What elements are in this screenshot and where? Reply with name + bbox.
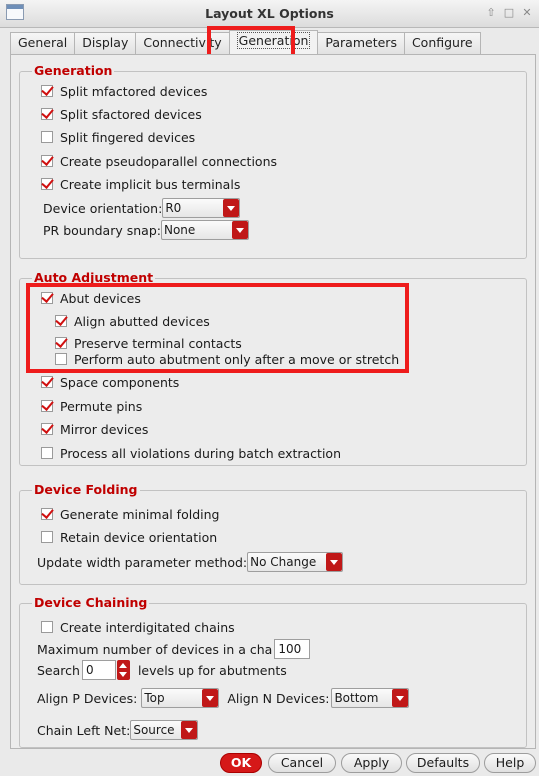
options-panel xyxy=(10,54,536,749)
orientation-value: R0 xyxy=(165,201,182,215)
generate-minimal-row[interactable] xyxy=(41,505,219,523)
process-violations-row[interactable] xyxy=(41,444,341,462)
max-devices-row xyxy=(37,638,310,660)
search-levels-spinbox[interactable] xyxy=(82,660,130,680)
split-mfactored-checkbox[interactable] xyxy=(41,85,53,97)
interdigitated-row[interactable] xyxy=(41,618,235,636)
split-mfactored-row[interactable] xyxy=(41,82,207,100)
generation-group-title: Generation xyxy=(34,63,113,78)
auto-adjustment-group-title: Auto Adjustment xyxy=(34,270,154,285)
auto-abutment-only-label: Perform auto abutment only after a move or stretch xyxy=(74,351,400,367)
preserve-contacts-label: Preserve terminal contacts xyxy=(74,335,242,351)
align-p-label: Align P Devices: xyxy=(37,690,138,706)
pr-snap-label: PR boundary snap: xyxy=(43,222,161,238)
align-abutted-label: Align abutted devices xyxy=(74,313,210,329)
chain-left-row xyxy=(37,719,198,741)
tab-display[interactable]: Display xyxy=(74,32,136,54)
pseudoparallel-row[interactable] xyxy=(41,152,277,170)
search-levels-input[interactable]: 0 xyxy=(82,660,116,680)
space-components-label: Space components xyxy=(60,374,180,390)
chain-left-combo[interactable] xyxy=(130,720,198,740)
device-folding-group-title: Device Folding xyxy=(34,482,138,497)
tab-generation-label: Generation xyxy=(238,33,309,48)
mirror-devices-checkbox[interactable] xyxy=(41,423,53,435)
orientation-label: Device orientation: xyxy=(43,200,163,216)
split-sfactored-label: Split sfactored devices xyxy=(60,106,202,122)
update-width-value: No Change xyxy=(250,555,317,569)
split-mfactored-label: Split mfactored devices xyxy=(60,83,208,99)
retain-orientation-row[interactable] xyxy=(41,528,217,546)
generate-minimal-label: Generate minimal folding xyxy=(60,506,220,522)
dialog-button-bar xyxy=(0,753,539,775)
search-row xyxy=(37,659,287,681)
tab-parameters[interactable]: Parameters xyxy=(317,32,405,54)
space-components-checkbox[interactable] xyxy=(41,376,53,388)
chain-left-value: Source xyxy=(133,723,175,737)
orientation-row xyxy=(43,197,240,219)
split-sfactored-checkbox[interactable] xyxy=(41,108,53,120)
help-button[interactable]: Help xyxy=(484,753,536,773)
retain-orientation-checkbox[interactable] xyxy=(41,531,53,543)
align-p-combo[interactable] xyxy=(141,688,219,708)
spin-arrows-icon[interactable] xyxy=(117,660,130,680)
abut-devices-label: Abut devices xyxy=(60,290,141,306)
tab-general[interactable]: General xyxy=(10,32,75,54)
shade-icon[interactable]: ⇧ xyxy=(486,6,496,19)
permute-pins-checkbox[interactable] xyxy=(41,400,53,412)
ok-button[interactable]: OK xyxy=(220,753,262,773)
split-fingered-label: Split fingered devices xyxy=(60,129,196,145)
mirror-devices-row[interactable] xyxy=(41,420,148,438)
defaults-button[interactable]: Defaults xyxy=(406,753,480,773)
maximize-icon[interactable]: □ xyxy=(503,6,515,19)
chevron-down-icon[interactable] xyxy=(392,689,408,707)
align-n-combo[interactable] xyxy=(331,688,409,708)
chevron-down-icon[interactable] xyxy=(181,721,197,739)
pr-snap-value: None xyxy=(163,223,196,237)
bus-terminals-checkbox[interactable] xyxy=(41,178,53,190)
pr-snap-combo[interactable] xyxy=(161,220,249,240)
cancel-button[interactable]: Cancel xyxy=(268,753,336,773)
chevron-down-icon[interactable] xyxy=(326,553,342,571)
split-sfactored-row[interactable] xyxy=(41,105,202,123)
interdigitated-checkbox[interactable] xyxy=(41,621,53,633)
close-icon[interactable]: ✕ xyxy=(522,6,532,19)
interdigitated-label: Create interdigitated chains xyxy=(60,619,235,635)
auto-adjustment-highlight-annotation xyxy=(26,283,409,373)
chevron-down-icon[interactable] xyxy=(223,199,239,217)
update-width-label: Update width parameter method: xyxy=(37,554,248,570)
max-devices-input[interactable]: 100 xyxy=(274,639,310,659)
title-bar xyxy=(0,0,539,28)
tab-connectivity[interactable]: Connectivity xyxy=(135,32,229,54)
pr-snap-row xyxy=(43,219,249,241)
window-controls xyxy=(485,6,533,19)
max-devices-label: Maximum number of devices in a cha xyxy=(37,641,273,657)
process-violations-checkbox[interactable] xyxy=(41,447,53,459)
chevron-down-icon[interactable] xyxy=(202,689,218,707)
device-chaining-group-title: Device Chaining xyxy=(34,595,148,610)
update-width-row xyxy=(37,551,343,573)
process-violations-label: Process all violations during batch extraction xyxy=(60,445,341,461)
generate-minimal-checkbox[interactable] xyxy=(41,508,53,520)
bus-terminals-label: Create implicit bus terminals xyxy=(60,176,241,192)
align-n-label: Align N Devices: xyxy=(227,690,330,706)
search-label: Search xyxy=(37,662,80,678)
align-devices-row xyxy=(37,687,409,709)
mirror-devices-label: Mirror devices xyxy=(60,421,149,437)
orientation-combo[interactable] xyxy=(162,198,240,218)
window-title: Layout XL Options xyxy=(205,6,334,21)
apply-button[interactable]: Apply xyxy=(341,753,402,773)
split-fingered-row[interactable] xyxy=(41,128,195,146)
chevron-down-icon[interactable] xyxy=(232,221,248,239)
update-width-combo[interactable] xyxy=(247,552,343,572)
pseudoparallel-checkbox[interactable] xyxy=(41,155,53,167)
bus-terminals-row[interactable] xyxy=(41,175,240,193)
split-fingered-checkbox[interactable] xyxy=(41,131,53,143)
tab-configure[interactable]: Configure xyxy=(404,32,481,54)
align-n-value: Bottom xyxy=(334,691,379,705)
levels-label: levels up for abutments xyxy=(137,662,287,678)
permute-pins-label: Permute pins xyxy=(60,398,143,414)
chain-left-label: Chain Left Net: xyxy=(37,722,131,738)
pseudoparallel-label: Create pseudoparallel connections xyxy=(60,153,278,169)
retain-orientation-label: Retain device orientation xyxy=(60,529,218,545)
space-components-row[interactable] xyxy=(41,373,179,391)
align-p-value: Top xyxy=(144,691,165,705)
permute-pins-row[interactable] xyxy=(41,397,142,415)
